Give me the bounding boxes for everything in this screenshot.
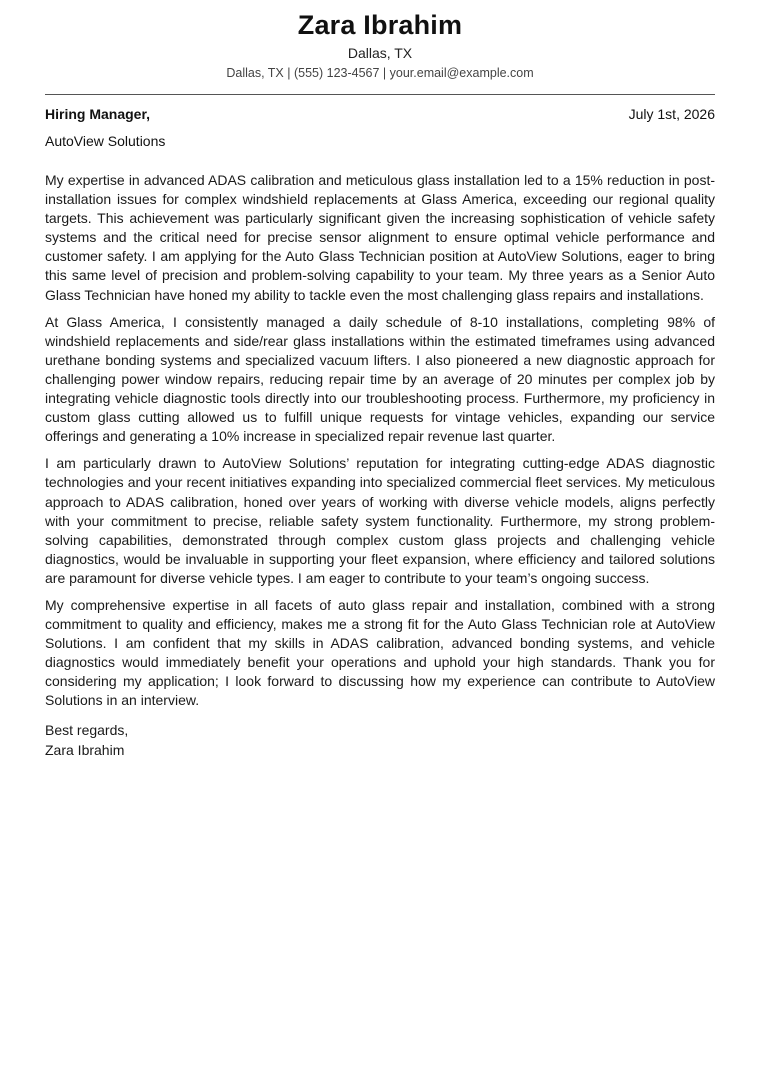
salutation-date-row <box>45 104 715 124</box>
applicant-contact-line: Dallas, TX | (555) 123-4567 | your.email@example.com <box>226 66 534 80</box>
body-paragraph-1: My expertise in advanced ADAS calibration and meticulous glass installation led to a 15% reduction in post-installation issues for complex windshield replacements at Glass America, exceeding our regional quality targets. This achievement was particularly significant given the increasing sophistication of vehicle safety systems and the critical need for precise sensor alignment to ensure optimal vehicle performance and customer safety. I am applying for the Auto Glass Technician position at AutoView Solutions, eager to bring this same level of precision and problem-solving capability to your team. My three years as a Senior Auto Glass Technician have honed my ability to tackle even the most challenging glass repairs and installations. <box>45 172 715 303</box>
letter-date: July 1st, 2026 <box>628 106 715 122</box>
body-paragraph-4: My comprehensive expertise in all facets of auto glass repair and installation, combined with a strong commitment to quality and efficiency, makes me a strong fit for the Auto Glass Technician role at AutoView Solutions. I am confident that my skills in ADAS calibration, advanced bonding systems, and vehicle diagnostics would immediately benefit your operations and uphold your high standards. Thank you for considering my application; I look forward to discussing how my experience can contribute to AutoView Solutions in an interview. <box>45 596 715 709</box>
signature-name: Zara Ibrahim <box>45 741 125 758</box>
body-paragraph-2: At Glass America, I consistently managed a daily schedule of 8-10 installations, completing 98% of windshield replacements and side/rear glass installations within the estimated timeframes using advanced urethane bonding systems and specialized vacuum lifters. I also pioneered a new diagnostic approach for challenging power window repairs, reducing repair time by an average of 20 minutes per complex job by integrating vehicle diagnostic tools directly into our troubleshooting process. Furthermore, my proficiency in custom glass cutting allowed us to fulfill unique requests for vintage vehicles, expanding our service offerings and generating a 10% increase in specialized repair revenue last quarter. <box>45 313 715 445</box>
recipient-company: AutoView Solutions <box>45 133 166 149</box>
letter-body <box>45 171 715 711</box>
header-divider <box>45 94 715 95</box>
recipient-salutation: Hiring Manager, <box>45 106 151 122</box>
body-paragraph-3: I am particularly drawn to AutoView Solutions’ reputation for integrating cutting-edge ADAS diagnostic technologies and your recent initiatives expanding into specialized commercial fleet services. My meticulous approach to ADAS calibration, honed over years of working with diverse vehicle models, aligns perfectly with your commitment to precise, reliable safety system functionality. Furthermore, my strong problem-solving capabilities, demonstrated through complex custom glass projects and challenging vehicle diagnostics, would be invaluable in supporting your fleet expansion, where efficiency and tailored solutions are paramount for diverse vehicle types. I am eager to contribute to your team’s ongoing success. <box>45 455 715 586</box>
letter-closing-block <box>45 720 715 760</box>
applicant-name: Zara Ibrahim <box>297 10 463 40</box>
applicant-location: Dallas, TX <box>347 45 413 61</box>
closing-phrase: Best regards, <box>45 721 129 738</box>
